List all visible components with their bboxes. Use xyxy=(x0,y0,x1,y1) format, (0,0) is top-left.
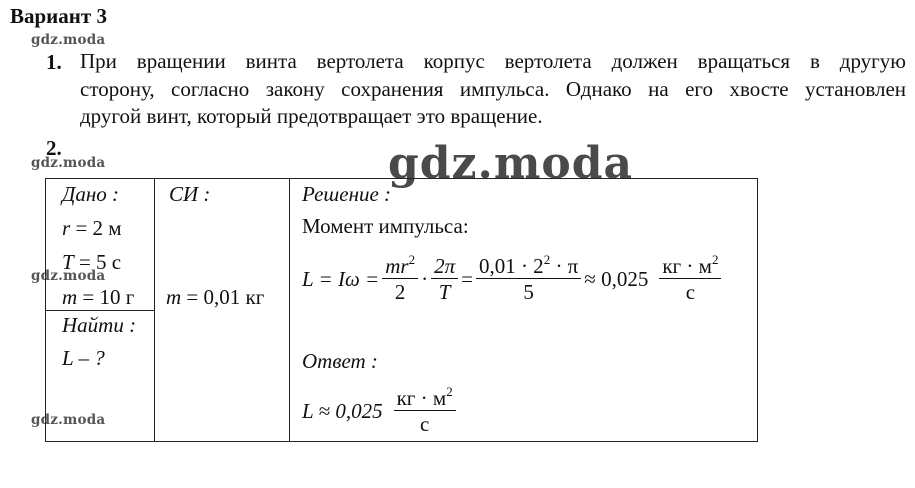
unit-fraction: $\frac{кг \cdot м^2}{с}$ xyxy=(659,254,721,305)
solution-formula: L = Iω = $\frac{mr^2}{2}$ · $\frac{2\pi}{T}$ = $\frac{0,01 \cdot 2^2 \cdot \pi}{5}$ ≈ 0,025 $\frac{кг \cdot м^2}{с}$ xyxy=(302,245,724,313)
given-period: T = 5 с xyxy=(62,250,122,274)
fraction: $\frac{mr^2}{2}$ xyxy=(382,254,418,305)
task1-line: сторону, согласно закону сохранения импульса. Однако на его хвосте установлен xyxy=(80,76,906,101)
find-header: Найти : xyxy=(62,313,137,337)
solution-table xyxy=(45,178,758,442)
column-divider xyxy=(289,179,290,441)
watermark-large: gdz.moda xyxy=(388,138,634,189)
row-divider xyxy=(46,310,154,311)
task2-number: 2. xyxy=(46,136,62,160)
column-divider xyxy=(154,179,155,441)
find-item: L – ? xyxy=(62,346,105,370)
task1-text xyxy=(80,48,906,131)
watermark: gdz.moda xyxy=(31,268,106,284)
fraction: $\frac{0,01 \cdot 2^2 \cdot \pi}{5}$ xyxy=(476,254,581,305)
solution-header: Решение : xyxy=(302,182,392,206)
answer-formula: L ≈ 0,025 $\frac{кг \cdot м^2}{с}$ xyxy=(302,380,459,442)
solution-subtitle: Момент импульса: xyxy=(302,214,469,238)
unit-fraction: $\frac{кг \cdot м^2}{с}$ xyxy=(394,386,456,437)
fraction: $\frac{2\pi}{T}$ xyxy=(431,254,458,305)
given-header: Дано : xyxy=(62,182,120,206)
watermark: gdz.moda xyxy=(31,32,106,48)
si-mass: m = 0,01 кг xyxy=(166,285,265,309)
watermark: gdz.moda xyxy=(31,412,106,428)
answer-header: Ответ : xyxy=(302,349,378,373)
given-radius: r = 2 м xyxy=(62,216,122,240)
given-mass: m = 10 г xyxy=(62,285,135,309)
si-header: СИ : xyxy=(169,182,211,206)
variant-title: Вариант 3 xyxy=(10,4,107,28)
task1-number: 1. xyxy=(46,50,62,74)
watermark: gdz.moda xyxy=(31,155,106,171)
task1-line: При вращении винта вертолета корпус вертолета должен вращаться в другую xyxy=(80,49,906,73)
task1-line: другой винт, который предотвращает это вращение. xyxy=(80,104,543,128)
